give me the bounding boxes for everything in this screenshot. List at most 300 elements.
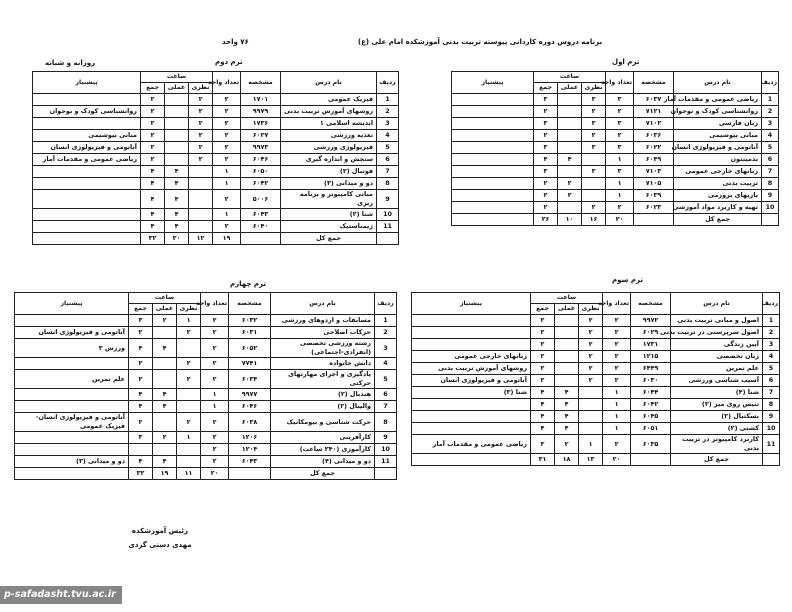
row-number: 5 bbox=[763, 363, 780, 375]
course-code: ۶۰۳۱ bbox=[229, 327, 271, 339]
course-units: ۱ bbox=[603, 411, 631, 423]
row-number: 2 bbox=[763, 327, 780, 339]
course-code: ۶۰۲۳ bbox=[634, 202, 674, 214]
course-practical-hours: ۲ bbox=[555, 435, 579, 454]
course-prerequisite bbox=[15, 401, 129, 413]
table-row bbox=[412, 387, 780, 399]
course-units: ۱ bbox=[606, 178, 634, 190]
total-practical: ۲۰ bbox=[165, 233, 189, 245]
table-row bbox=[33, 142, 399, 154]
course-total-hours: ۲ bbox=[129, 358, 153, 370]
row-number: 11 bbox=[377, 221, 399, 233]
course-prerequisite bbox=[452, 178, 534, 190]
table-row bbox=[452, 142, 779, 154]
course-name: تهیه و کاربرد مواد آموزشی bbox=[674, 202, 762, 214]
course-total-hours: ۲ bbox=[534, 202, 558, 214]
course-prerequisite: روشهای آموزش تربیت بدنی bbox=[412, 363, 531, 375]
document-title: برنامه دروس دوره کاردانی پیوسته تربیت بدنی آموزشکده امام علی (ع) bbox=[357, 38, 603, 46]
row-number: 1 bbox=[377, 94, 399, 106]
course-total-hours: ۲ bbox=[534, 178, 558, 190]
course-prerequisite: دو و میدانی (۳) bbox=[15, 456, 129, 468]
course-units: ۱ bbox=[201, 401, 229, 413]
table-row bbox=[15, 327, 397, 339]
course-code: ۶۰۴۶ bbox=[229, 401, 271, 413]
course-name: دو و میدانی (۳) bbox=[281, 178, 377, 190]
course-practical-hours bbox=[555, 363, 579, 375]
course-theory-hours bbox=[582, 190, 606, 202]
row-number: 2 bbox=[377, 106, 399, 118]
course-name: والیبال (۲) bbox=[271, 401, 375, 413]
course-theory-hours: ۱ bbox=[177, 432, 201, 444]
course-total-hours: ۲ bbox=[531, 327, 555, 339]
term1-label: ترم اول bbox=[612, 58, 640, 66]
totals-code-spacer bbox=[631, 454, 671, 466]
course-theory-hours bbox=[177, 444, 201, 456]
row-number: 5 bbox=[762, 142, 779, 154]
course-theory-hours bbox=[579, 411, 603, 423]
course-prerequisite bbox=[452, 94, 534, 106]
header-total: جمع bbox=[141, 83, 165, 94]
course-units: ۲ bbox=[213, 118, 241, 130]
course-name: روشهای آموزش تربیت بدنی bbox=[281, 106, 377, 118]
course-prerequisite bbox=[33, 221, 141, 233]
table-row bbox=[452, 178, 779, 190]
course-theory-hours bbox=[189, 178, 213, 190]
course-units: ۲ bbox=[603, 315, 631, 327]
course-practical-hours: ۴ bbox=[153, 339, 177, 358]
course-total-hours: ۲ bbox=[531, 339, 555, 351]
course-prerequisite: آناتومی و فیزیولوژی انسان- فیزیک عمومی bbox=[15, 413, 129, 432]
course-total-hours: ۳ bbox=[129, 432, 153, 444]
course-code: ۹۹۷۹ bbox=[241, 106, 281, 118]
row-number: 1 bbox=[762, 94, 779, 106]
course-prerequisite: آناتومی و فیزیولوژی انسان bbox=[412, 375, 531, 387]
row-number: 5 bbox=[375, 370, 397, 389]
course-total-hours: ۲ bbox=[534, 106, 558, 118]
course-units: ۲ bbox=[603, 435, 631, 454]
row-number: 6 bbox=[763, 375, 780, 387]
course-total-hours: ۲ bbox=[531, 351, 555, 363]
course-prerequisite bbox=[452, 190, 534, 202]
site-watermark: p-safadasht.tvu.ac.ir bbox=[0, 586, 122, 604]
course-code: ۶۰۴۴ bbox=[631, 387, 671, 399]
course-prerequisite bbox=[412, 315, 531, 327]
course-units: ۲ bbox=[201, 413, 229, 432]
course-name: مسابقات و اردوهای ورزشی bbox=[271, 315, 375, 327]
course-prerequisite bbox=[15, 315, 129, 327]
course-units: ۱ bbox=[606, 190, 634, 202]
course-theory-hours bbox=[177, 339, 201, 358]
row-number: 4 bbox=[763, 351, 780, 363]
row-number: 8 bbox=[762, 178, 779, 190]
totals-prereq-spacer bbox=[412, 454, 531, 466]
table-row bbox=[412, 435, 780, 454]
total-theory: ۱۲ bbox=[189, 233, 213, 245]
course-prerequisite bbox=[452, 106, 534, 118]
course-theory-hours bbox=[579, 423, 603, 435]
course-code: ۶۰۳۷ bbox=[634, 94, 674, 106]
row-number: 9 bbox=[377, 190, 399, 209]
course-prerequisite bbox=[412, 399, 531, 411]
table-row bbox=[412, 375, 780, 387]
row-number: 11 bbox=[375, 456, 397, 468]
course-total-hours: ۳ bbox=[534, 166, 558, 178]
course-practical-hours bbox=[555, 339, 579, 351]
course-units: ۲ bbox=[213, 106, 241, 118]
total-hours: ۳۲ bbox=[141, 233, 165, 245]
course-theory-hours: ۲ bbox=[579, 315, 603, 327]
term1-table bbox=[451, 71, 779, 226]
course-practical-hours: ۴ bbox=[153, 456, 177, 468]
course-prerequisite: مبانی بیوشیمی bbox=[33, 130, 141, 142]
header-hours: ساعت bbox=[129, 293, 201, 304]
course-theory-hours: ۲ bbox=[177, 370, 201, 389]
table-row bbox=[452, 106, 779, 118]
table-row bbox=[412, 363, 780, 375]
course-units: ۲ bbox=[201, 444, 229, 456]
course-name: اصول و مبانی تربیت بدنی bbox=[671, 315, 763, 327]
course-total-hours: ۲ bbox=[141, 94, 165, 106]
course-theory-hours: ۱ bbox=[177, 315, 201, 327]
grand-total-label: جمع کل bbox=[271, 468, 375, 480]
course-practical-hours: ۴ bbox=[165, 166, 189, 178]
course-practical-hours bbox=[555, 351, 579, 363]
course-theory-hours: ۲ bbox=[579, 375, 603, 387]
course-total-hours bbox=[129, 444, 153, 456]
row-number: 1 bbox=[763, 315, 780, 327]
course-units: ۱ bbox=[606, 154, 634, 166]
course-theory-hours bbox=[189, 221, 213, 233]
row-number: 1 bbox=[375, 315, 397, 327]
course-practical-hours: ۲ bbox=[153, 315, 177, 327]
course-practical-hours bbox=[153, 413, 177, 432]
course-theory-hours bbox=[177, 401, 201, 413]
row-number: 8 bbox=[377, 178, 399, 190]
course-total-hours: ۴ bbox=[141, 209, 165, 221]
row-number: 9 bbox=[375, 432, 397, 444]
course-code: ۶۰۴۰ bbox=[241, 221, 281, 233]
table-row bbox=[412, 327, 780, 339]
course-total-hours: ۳ bbox=[534, 94, 558, 106]
row-number: 3 bbox=[377, 118, 399, 130]
course-name: کاربرد کامپیوتر در تربیت بدنی bbox=[671, 435, 763, 454]
total-units: ۲۰ bbox=[603, 454, 631, 466]
course-code: ۶۰۴۶ bbox=[241, 154, 281, 166]
totals-spacer bbox=[375, 468, 397, 480]
course-theory-hours: ۲ bbox=[189, 106, 213, 118]
course-theory-hours: ۲ bbox=[579, 363, 603, 375]
header-row-number: ردیف bbox=[762, 72, 779, 94]
table-header-row bbox=[15, 293, 397, 304]
course-prerequisite: روانشناسی کودک و نوجوان bbox=[33, 106, 141, 118]
course-units: ۳ bbox=[606, 118, 634, 130]
total-theory: ۱۱ bbox=[177, 468, 201, 480]
course-name: فوتبال (۲) bbox=[281, 166, 377, 178]
course-prerequisite bbox=[452, 142, 534, 154]
header-prerequisite: پیشنیاز bbox=[452, 72, 534, 94]
table-row bbox=[33, 130, 399, 142]
total-practical: ۱۹ bbox=[153, 468, 177, 480]
course-units: ۲ bbox=[201, 327, 229, 339]
total-practical: ۱۰ bbox=[558, 214, 582, 226]
header-total: جمع bbox=[534, 83, 558, 94]
course-theory-hours: ۱ bbox=[579, 435, 603, 454]
course-theory-hours: ۳ bbox=[582, 166, 606, 178]
course-theory-hours: ۲ bbox=[189, 142, 213, 154]
course-units: ۲ bbox=[201, 370, 229, 389]
row-number: 4 bbox=[375, 358, 397, 370]
totals-code-spacer bbox=[241, 233, 281, 245]
row-number: 9 bbox=[762, 190, 779, 202]
course-units: ۲ bbox=[603, 363, 631, 375]
row-number: 5 bbox=[377, 142, 399, 154]
course-code: ۹۹۷۳ bbox=[241, 142, 281, 154]
course-prerequisite bbox=[33, 190, 141, 209]
course-total-hours: ۳ bbox=[531, 435, 555, 454]
header-code: مشخصه bbox=[229, 293, 271, 315]
totals-spacer bbox=[763, 454, 780, 466]
course-total-hours: ۲ bbox=[531, 315, 555, 327]
header-total: جمع bbox=[129, 304, 153, 315]
header-prerequisite: پیشنیاز bbox=[33, 72, 141, 94]
course-total-hours: ۲ bbox=[531, 375, 555, 387]
course-code: ۵۰۰۶ bbox=[241, 190, 281, 209]
course-theory-hours: ۲ bbox=[579, 327, 603, 339]
signature-name: مهدی دستی گردی bbox=[128, 541, 192, 549]
course-total-hours: ۴ bbox=[531, 423, 555, 435]
course-units: ۲ bbox=[213, 94, 241, 106]
course-units: ۲ bbox=[606, 130, 634, 142]
header-course-name: نام درس bbox=[271, 293, 375, 315]
course-name: روانشناسی کودک و نوجوان bbox=[674, 106, 762, 118]
course-total-hours: ۲ bbox=[129, 327, 153, 339]
course-units: ۲ bbox=[213, 142, 241, 154]
course-total-hours: ۴ bbox=[531, 411, 555, 423]
table-row bbox=[15, 315, 397, 327]
course-code: ۶۰۳۸ bbox=[229, 413, 271, 432]
course-units: ۱ bbox=[603, 399, 631, 411]
course-units: ۲ bbox=[201, 315, 229, 327]
course-total-hours: ۴ bbox=[534, 154, 558, 166]
course-name: تغذیه ورزشی bbox=[281, 130, 377, 142]
course-code: ۱۷۰۱ bbox=[241, 94, 281, 106]
total-hours: ۳۲ bbox=[129, 468, 153, 480]
course-theory-hours: ۲ bbox=[582, 202, 606, 214]
totals-row bbox=[33, 233, 399, 245]
course-prerequisite bbox=[452, 118, 534, 130]
course-theory-hours: ۲ bbox=[579, 339, 603, 351]
course-code: ۶۰۵۱ bbox=[631, 423, 671, 435]
term4-label: ترم چهارم bbox=[230, 280, 267, 288]
course-name: فیزیولوژی ورزشی bbox=[281, 142, 377, 154]
course-practical-hours bbox=[153, 370, 177, 389]
course-theory-hours bbox=[177, 456, 201, 468]
course-practical-hours bbox=[558, 94, 582, 106]
course-prerequisite: ریاضی عمومی و مقدمات آمار bbox=[33, 154, 141, 166]
course-total-hours: ۴ bbox=[141, 190, 165, 209]
course-units: ۳ bbox=[606, 94, 634, 106]
course-units: ۲ bbox=[213, 130, 241, 142]
course-theory-hours: ۲ bbox=[189, 118, 213, 130]
course-units: ۳ bbox=[606, 166, 634, 178]
total-practical: ۱۸ bbox=[555, 454, 579, 466]
totals-spacer bbox=[762, 214, 779, 226]
totals-spacer bbox=[377, 233, 399, 245]
course-name: سنجش و اندازه گیری bbox=[281, 154, 377, 166]
course-total-hours: ۴ bbox=[141, 166, 165, 178]
row-number: 6 bbox=[762, 154, 779, 166]
row-number: 10 bbox=[762, 202, 779, 214]
table-row bbox=[15, 456, 397, 468]
row-number: 3 bbox=[763, 339, 780, 351]
course-practical-hours: ۴ bbox=[555, 399, 579, 411]
row-number: 2 bbox=[375, 327, 397, 339]
course-theory-hours: ۲ bbox=[177, 358, 201, 370]
total-units: ۲۰ bbox=[201, 468, 229, 480]
course-prerequisite bbox=[15, 389, 129, 401]
header-row-number: ردیف bbox=[375, 293, 397, 315]
course-theory-hours: ۳ bbox=[582, 118, 606, 130]
course-total-hours: ۲ bbox=[129, 413, 153, 432]
course-practical-hours bbox=[153, 444, 177, 456]
grand-total-label: جمع کل bbox=[281, 233, 377, 245]
table-row bbox=[15, 444, 397, 456]
course-name: ژیمناستیک bbox=[281, 221, 377, 233]
table-row bbox=[15, 370, 397, 389]
course-name: مبانی کامپیوتر و برنامه ریزی bbox=[281, 190, 377, 209]
course-practical-hours: ۴ bbox=[153, 401, 177, 413]
totals-prereq-spacer bbox=[15, 468, 129, 480]
course-practical-hours: ۴ bbox=[555, 411, 579, 423]
course-name: دانش خانواده bbox=[271, 358, 375, 370]
course-practical-hours: ۲ bbox=[558, 178, 582, 190]
course-total-hours: ۲ bbox=[141, 118, 165, 130]
course-total-hours: ۴ bbox=[129, 401, 153, 413]
table-row bbox=[33, 221, 399, 233]
header-row-number: ردیف bbox=[377, 72, 399, 94]
header-course-name: نام درس bbox=[674, 72, 762, 94]
table-row bbox=[452, 130, 779, 142]
table-row bbox=[15, 339, 397, 358]
header-course-name: نام درس bbox=[281, 72, 377, 94]
course-units: ۲ bbox=[603, 327, 631, 339]
course-total-hours: ۳ bbox=[534, 142, 558, 154]
course-prerequisite: ریاضی عمومی و مقدمات آمار bbox=[412, 435, 531, 454]
course-code: ۱۲۱۵ bbox=[631, 351, 671, 363]
course-units: ۲ bbox=[603, 375, 631, 387]
course-total-hours: ۴ bbox=[129, 389, 153, 401]
course-code: ۶۰۲۲ bbox=[634, 142, 674, 154]
course-theory-hours: ۳ bbox=[582, 94, 606, 106]
course-practical-hours bbox=[558, 106, 582, 118]
course-theory-hours bbox=[582, 178, 606, 190]
header-units: تعداد واحد bbox=[213, 72, 241, 94]
course-name: اندیشه اسلامی ۱ bbox=[281, 118, 377, 130]
table-row bbox=[412, 351, 780, 363]
course-total-hours: ۲ bbox=[534, 130, 558, 142]
course-code: ۱۷۳۱ bbox=[631, 339, 671, 351]
course-theory-hours: ۲ bbox=[189, 130, 213, 142]
course-code: ۶۰۲۷ bbox=[241, 130, 281, 142]
term2-label: ترم دوم bbox=[215, 58, 243, 66]
header-theory: نظری bbox=[189, 83, 213, 94]
course-prerequisite bbox=[15, 444, 129, 456]
header-hours: ساعت bbox=[531, 293, 603, 304]
course-practical-hours bbox=[555, 327, 579, 339]
course-code: ۶۰۴۲ bbox=[241, 178, 281, 190]
course-name: آناتومی و فیزیولوژی انسان bbox=[674, 142, 762, 154]
course-theory-hours: ۲ bbox=[177, 413, 201, 432]
course-units: ۱ bbox=[603, 387, 631, 399]
term3-label: ترم سوم bbox=[612, 276, 643, 284]
course-practical-hours bbox=[555, 375, 579, 387]
course-code: ۶۰۴۵ bbox=[631, 411, 671, 423]
table-row bbox=[33, 209, 399, 221]
course-code: ۷۱۲۱ bbox=[634, 106, 674, 118]
course-prerequisite bbox=[412, 327, 531, 339]
course-code: ۶۰۳۹ bbox=[634, 190, 674, 202]
course-code: ۷۱۰۵ bbox=[634, 178, 674, 190]
course-name: کارآموزی (۲۴۰ ساعت) bbox=[271, 444, 375, 456]
header-code: مشخصه bbox=[634, 72, 674, 94]
course-theory-hours: ۲ bbox=[177, 327, 201, 339]
row-number: 7 bbox=[762, 166, 779, 178]
total-hours: ۲۶ bbox=[534, 214, 558, 226]
table-row bbox=[412, 423, 780, 435]
course-practical-hours: ۴ bbox=[555, 387, 579, 399]
course-units: ۲ bbox=[213, 154, 241, 166]
course-name: حرکت شناسی و بیومکانیک bbox=[271, 413, 375, 432]
course-practical-hours: ۴ bbox=[555, 423, 579, 435]
table-header-row bbox=[33, 72, 399, 83]
course-total-hours: ۲ bbox=[531, 363, 555, 375]
course-code: ۶۰۳۵ bbox=[631, 435, 671, 454]
course-name: حرکات اصلاحی bbox=[271, 327, 375, 339]
table-row bbox=[452, 118, 779, 130]
course-total-hours: ۲ bbox=[141, 106, 165, 118]
course-prerequisite: زبانهای خارجی عمومی bbox=[412, 351, 531, 363]
table-row bbox=[33, 106, 399, 118]
course-practical-hours: ۲ bbox=[558, 190, 582, 202]
course-total-hours: ۴ bbox=[141, 178, 165, 190]
table-row bbox=[33, 190, 399, 209]
course-units: ۳ bbox=[606, 142, 634, 154]
course-units: ۱ bbox=[213, 178, 241, 190]
total-units: ۱۹ bbox=[213, 233, 241, 245]
header-units: تعداد واحد bbox=[606, 72, 634, 94]
course-units: ۲ bbox=[201, 432, 229, 444]
header-code: مشخصه bbox=[631, 293, 671, 315]
header-units: تعداد واحد bbox=[603, 293, 631, 315]
course-units: ۲ bbox=[213, 190, 241, 209]
course-prerequisite bbox=[15, 358, 129, 370]
course-name: شنا (۴) bbox=[671, 387, 763, 399]
course-code: ۶۰۴۳ bbox=[241, 209, 281, 221]
course-code: ۹۹۷۲ bbox=[631, 315, 671, 327]
course-prerequisite bbox=[452, 130, 534, 142]
header-prerequisite: پیشنیاز bbox=[412, 293, 531, 315]
header-practical: عملی bbox=[165, 83, 189, 94]
course-code: ۶۴۴۹ bbox=[631, 363, 671, 375]
course-units: ۲ bbox=[213, 221, 241, 233]
course-name: زبانهای خارجی عمومی bbox=[674, 166, 762, 178]
course-name: شنا (۲) bbox=[281, 209, 377, 221]
table-row bbox=[412, 339, 780, 351]
course-units: ۱ bbox=[213, 209, 241, 221]
course-total-hours: ۴ bbox=[531, 399, 555, 411]
course-units: ۱ bbox=[201, 389, 229, 401]
course-theory-hours: ۲ bbox=[189, 154, 213, 166]
